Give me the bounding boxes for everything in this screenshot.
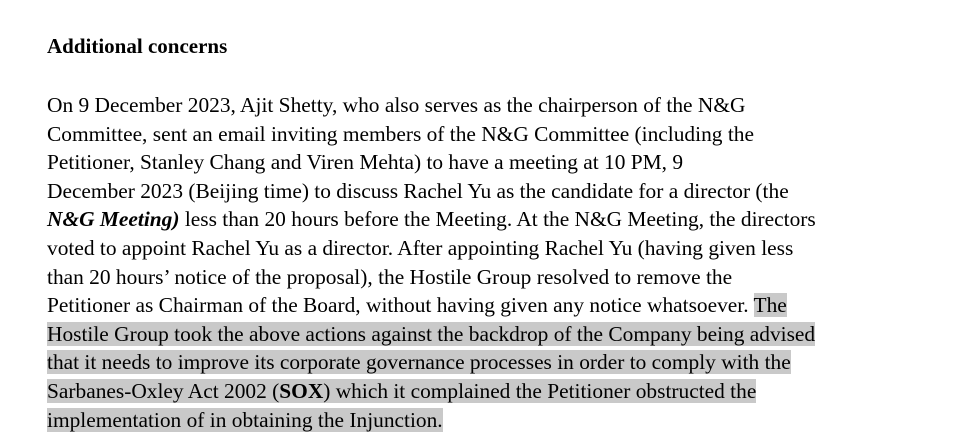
highlighted-text[interactable]: Hostile Group took the above actions against the backdrop of the Company being advised [47, 321, 816, 346]
line-text: Petitioner, Stanley Chang and Viren Mehta) to have a meeting at 10 PM, 9 [47, 150, 684, 175]
line-text: Committee, sent an email inviting members of the N&G Committee (including the [47, 121, 754, 146]
paragraph-line [47, 234, 952, 263]
line-text: voted to appoint Rachel Yu as a director. After appointing Rachel Yu (having given less [47, 235, 794, 260]
paragraph-line [47, 205, 952, 234]
highlighted-text[interactable]: that it needs to improve its corporate governance processes in order to comply with the [47, 350, 791, 375]
paragraph-line [47, 91, 952, 120]
paragraph-line [47, 291, 952, 320]
defined-term: N&G Meeting) [47, 207, 180, 232]
paragraph-line [47, 148, 952, 177]
highlighted-text[interactable] [47, 379, 756, 403]
body-paragraph [47, 91, 952, 434]
section-heading: Additional concerns [47, 34, 228, 58]
paragraph-line [47, 263, 952, 292]
paragraph-line [47, 177, 952, 206]
line-text: Sarbanes-Oxley Act 2002 ( [47, 378, 280, 403]
line-text: Petitioner as Chairman of the Board, without having given any notice whatsoever. [47, 293, 754, 318]
defined-term: SOX [279, 378, 324, 403]
line-text: than 20 hours’ notice of the proposal), the Hostile Group resolved to remove the [47, 264, 733, 289]
paragraph-line [47, 406, 952, 435]
line-text: December 2023 (Beijing time) to discuss Rachel Yu as the candidate for a director (the [47, 178, 789, 203]
line-text: ) which it complained the Petitioner obstructed the [323, 378, 757, 403]
line-text: On 9 December 2023, Ajit Shetty, who also serves as the chairperson of the N&G [47, 93, 746, 117]
paragraph-line [47, 348, 952, 377]
paragraph-line [47, 120, 952, 149]
highlighted-text[interactable]: The [753, 293, 787, 318]
line-text: less than 20 hours before the Meeting. At the N&G Meeting, the directors [179, 207, 816, 232]
paragraph-line [47, 320, 952, 349]
highlighted-text[interactable]: implementation of in obtaining the Injunction. [47, 407, 443, 432]
paragraph-line [47, 377, 952, 406]
